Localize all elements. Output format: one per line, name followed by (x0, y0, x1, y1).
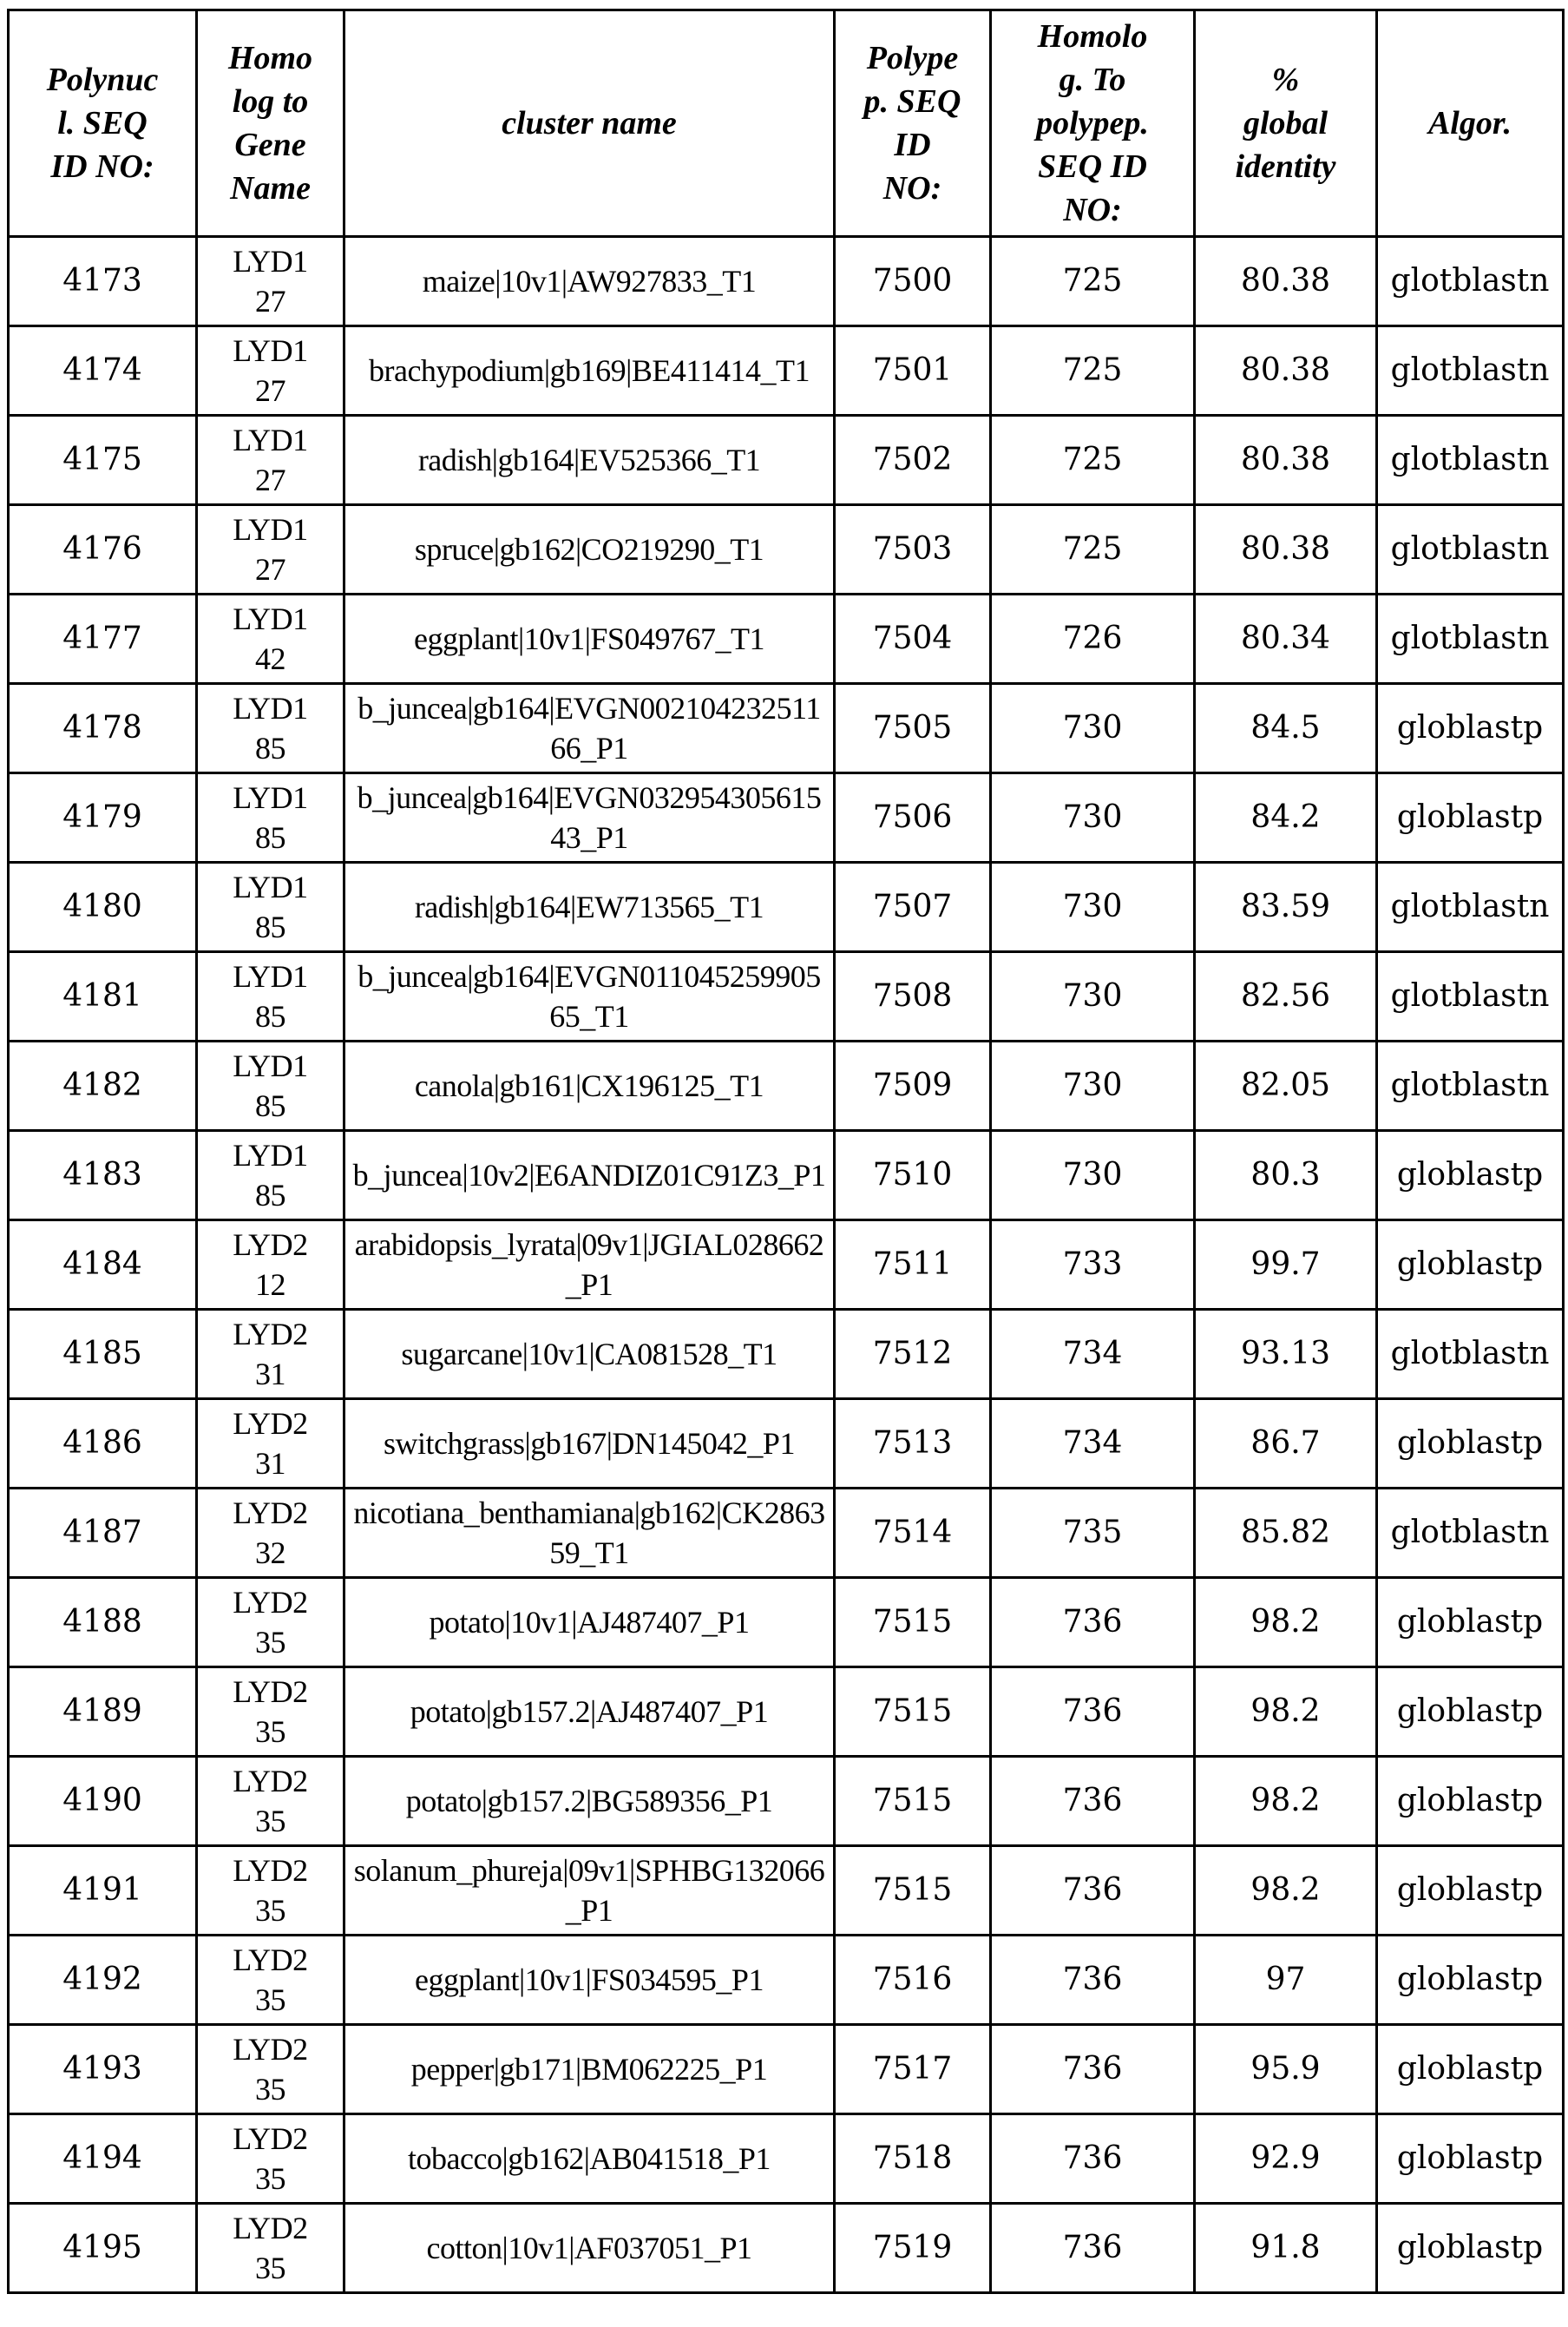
cell-gene-name: LYD2 35 (197, 1757, 344, 1846)
cell-algorithm: globlastp (1377, 1578, 1564, 1667)
cell-gene-name: LYD2 35 (197, 1578, 344, 1667)
cell-homolog-polypep-id: 730 (991, 684, 1195, 773)
cell-polypep-seq-id: 7515 (835, 1578, 991, 1667)
cell-gene-name: LYD1 27 (197, 326, 344, 416)
header-algorithm: Algor. (1377, 10, 1564, 237)
cell-gene-name: LYD2 35 (197, 2204, 344, 2293)
cell-global-identity: 85.82 (1195, 1489, 1377, 1578)
cell-global-identity: 80.34 (1195, 595, 1377, 684)
table-body (9, 237, 1564, 2293)
cell-polynuc-seq-id: 4179 (9, 773, 197, 863)
cell-global-identity: 84.2 (1195, 773, 1377, 863)
cell-homolog-polypep-id: 730 (991, 773, 1195, 863)
cell-homolog-polypep-id: 726 (991, 595, 1195, 684)
cell-algorithm: glotblastn (1377, 505, 1564, 595)
table-row (9, 1042, 1564, 1131)
cell-cluster-name: b_juncea|gb164|EVGN03295430561543_P1 (344, 773, 835, 863)
table-row (9, 237, 1564, 326)
table-row (9, 1489, 1564, 1578)
cell-cluster-name: canola|gb161|CX196125_T1 (344, 1042, 835, 1131)
table-row (9, 2204, 1564, 2293)
cell-homolog-polypep-id: 725 (991, 237, 1195, 326)
table-row (9, 505, 1564, 595)
cell-global-identity: 97 (1195, 1936, 1377, 2025)
cell-homolog-polypep-id: 733 (991, 1220, 1195, 1310)
cell-global-identity: 92.9 (1195, 2114, 1377, 2204)
cell-homolog-polypep-id: 736 (991, 2204, 1195, 2293)
cell-polypep-seq-id: 7510 (835, 1131, 991, 1220)
table-row (9, 2025, 1564, 2114)
cell-polypep-seq-id: 7503 (835, 505, 991, 595)
cell-cluster-name: b_juncea|10v2|E6ANDIZ01C91Z3_P1 (344, 1131, 835, 1220)
cell-gene-name: LYD2 35 (197, 1936, 344, 2025)
cell-gene-name: LYD1 27 (197, 416, 344, 505)
cell-cluster-name: cotton|10v1|AF037051_P1 (344, 2204, 835, 2293)
cell-homolog-polypep-id: 736 (991, 1936, 1195, 2025)
table-row (9, 952, 1564, 1042)
cell-polypep-seq-id: 7517 (835, 2025, 991, 2114)
table-row (9, 863, 1564, 952)
cell-gene-name: LYD1 85 (197, 684, 344, 773)
cell-polynuc-seq-id: 4190 (9, 1757, 197, 1846)
cell-polypep-seq-id: 7500 (835, 237, 991, 326)
cell-global-identity: 84.5 (1195, 684, 1377, 773)
cell-global-identity: 82.05 (1195, 1042, 1377, 1131)
table-row (9, 326, 1564, 416)
cell-polynuc-seq-id: 4178 (9, 684, 197, 773)
header-row (9, 10, 1564, 237)
cell-gene-name: LYD1 27 (197, 237, 344, 326)
cell-gene-name: LYD2 35 (197, 1667, 344, 1757)
cell-algorithm: globlastp (1377, 1846, 1564, 1936)
cell-algorithm: glotblastn (1377, 1489, 1564, 1578)
cell-cluster-name: eggplant|10v1|FS049767_T1 (344, 595, 835, 684)
cell-gene-name: LYD2 31 (197, 1399, 344, 1489)
cell-homolog-polypep-id: 730 (991, 1131, 1195, 1220)
cell-cluster-name: pepper|gb171|BM062225_P1 (344, 2025, 835, 2114)
cell-homolog-polypep-id: 736 (991, 1846, 1195, 1936)
header-homolog-gene-name: Homo log to Gene Name (197, 10, 344, 237)
cell-polynuc-seq-id: 4186 (9, 1399, 197, 1489)
cell-polynuc-seq-id: 4175 (9, 416, 197, 505)
cell-algorithm: globlastp (1377, 1936, 1564, 2025)
cell-polynuc-seq-id: 4192 (9, 1936, 197, 2025)
cell-gene-name: LYD2 32 (197, 1489, 344, 1578)
table-row (9, 1667, 1564, 1757)
cell-polypep-seq-id: 7518 (835, 2114, 991, 2204)
cell-polynuc-seq-id: 4174 (9, 326, 197, 416)
homolog-table (7, 9, 1565, 2294)
cell-global-identity: 86.7 (1195, 1399, 1377, 1489)
cell-homolog-polypep-id: 730 (991, 952, 1195, 1042)
cell-gene-name: LYD2 31 (197, 1310, 344, 1399)
cell-polynuc-seq-id: 4182 (9, 1042, 197, 1131)
cell-algorithm: globlastp (1377, 1131, 1564, 1220)
cell-cluster-name: eggplant|10v1|FS034595_P1 (344, 1936, 835, 2025)
cell-global-identity: 99.7 (1195, 1220, 1377, 1310)
cell-gene-name: LYD1 85 (197, 1042, 344, 1131)
header-cluster-name: cluster name (344, 10, 835, 237)
cell-cluster-name: radish|gb164|EW713565_T1 (344, 863, 835, 952)
cell-global-identity: 83.59 (1195, 863, 1377, 952)
cell-polynuc-seq-id: 4185 (9, 1310, 197, 1399)
cell-cluster-name: nicotiana_benthamiana|gb162|CK286359_T1 (344, 1489, 835, 1578)
table-row (9, 1578, 1564, 1667)
cell-cluster-name: maize|10v1|AW927833_T1 (344, 237, 835, 326)
cell-homolog-polypep-id: 730 (991, 1042, 1195, 1131)
cell-algorithm: globlastp (1377, 1667, 1564, 1757)
cell-gene-name: LYD1 85 (197, 863, 344, 952)
cell-polynuc-seq-id: 4195 (9, 2204, 197, 2293)
cell-global-identity: 82.56 (1195, 952, 1377, 1042)
cell-global-identity: 98.2 (1195, 1846, 1377, 1936)
cell-polypep-seq-id: 7509 (835, 1042, 991, 1131)
cell-polypep-seq-id: 7515 (835, 1757, 991, 1846)
cell-global-identity: 93.13 (1195, 1310, 1377, 1399)
cell-global-identity: 98.2 (1195, 1757, 1377, 1846)
cell-cluster-name: solanum_phureja|09v1|SPHBG132066_P1 (344, 1846, 835, 1936)
table-row (9, 1846, 1564, 1936)
cell-algorithm: globlastp (1377, 2204, 1564, 2293)
cell-cluster-name: brachypodium|gb169|BE411414_T1 (344, 326, 835, 416)
cell-homolog-polypep-id: 734 (991, 1399, 1195, 1489)
cell-polypep-seq-id: 7516 (835, 1936, 991, 2025)
cell-cluster-name: potato|gb157.2|AJ487407_P1 (344, 1667, 835, 1757)
table-row (9, 1131, 1564, 1220)
cell-algorithm: glotblastn (1377, 1042, 1564, 1131)
table-row (9, 1936, 1564, 2025)
cell-cluster-name: tobacco|gb162|AB041518_P1 (344, 2114, 835, 2204)
cell-cluster-name: radish|gb164|EV525366_T1 (344, 416, 835, 505)
cell-cluster-name: switchgrass|gb167|DN145042_P1 (344, 1399, 835, 1489)
cell-algorithm: glotblastn (1377, 952, 1564, 1042)
cell-global-identity: 98.2 (1195, 1667, 1377, 1757)
cell-algorithm: glotblastn (1377, 237, 1564, 326)
cell-cluster-name: spruce|gb162|CO219290_T1 (344, 505, 835, 595)
cell-cluster-name: sugarcane|10v1|CA081528_T1 (344, 1310, 835, 1399)
cell-gene-name: LYD2 12 (197, 1220, 344, 1310)
cell-algorithm: glotblastn (1377, 595, 1564, 684)
cell-algorithm: globlastp (1377, 2114, 1564, 2204)
cell-gene-name: LYD2 35 (197, 1846, 344, 1936)
header-global-identity: % global identity (1195, 10, 1377, 237)
cell-cluster-name: b_juncea|gb164|EVGN01104525990565_T1 (344, 952, 835, 1042)
cell-algorithm: glotblastn (1377, 326, 1564, 416)
cell-gene-name: LYD1 85 (197, 1131, 344, 1220)
cell-homolog-polypep-id: 736 (991, 1757, 1195, 1846)
cell-polypep-seq-id: 7514 (835, 1489, 991, 1578)
cell-polypep-seq-id: 7507 (835, 863, 991, 952)
cell-polynuc-seq-id: 4173 (9, 237, 197, 326)
cell-global-identity: 80.38 (1195, 326, 1377, 416)
cell-polynuc-seq-id: 4177 (9, 595, 197, 684)
table-row (9, 416, 1564, 505)
cell-polypep-seq-id: 7519 (835, 2204, 991, 2293)
cell-global-identity: 95.9 (1195, 2025, 1377, 2114)
cell-homolog-polypep-id: 730 (991, 863, 1195, 952)
header-polypep-seq-id: Polype p. SEQ ID NO: (835, 10, 991, 237)
table-row (9, 1399, 1564, 1489)
cell-polypep-seq-id: 7513 (835, 1399, 991, 1489)
cell-polynuc-seq-id: 4183 (9, 1131, 197, 1220)
cell-cluster-name: arabidopsis_lyrata|09v1|JGIAL028662_P1 (344, 1220, 835, 1310)
cell-global-identity: 80.38 (1195, 505, 1377, 595)
cell-algorithm: glotblastn (1377, 416, 1564, 505)
cell-gene-name: LYD1 85 (197, 773, 344, 863)
header-homolog-polypep-seq-id: Homolo g. To polypep. SEQ ID NO: (991, 10, 1195, 237)
cell-polynuc-seq-id: 4191 (9, 1846, 197, 1936)
cell-homolog-polypep-id: 725 (991, 416, 1195, 505)
cell-polynuc-seq-id: 4181 (9, 952, 197, 1042)
table-row (9, 1220, 1564, 1310)
cell-polypep-seq-id: 7512 (835, 1310, 991, 1399)
cell-polynuc-seq-id: 4176 (9, 505, 197, 595)
cell-global-identity: 91.8 (1195, 2204, 1377, 2293)
cell-polynuc-seq-id: 4189 (9, 1667, 197, 1757)
cell-polypep-seq-id: 7508 (835, 952, 991, 1042)
cell-gene-name: LYD1 42 (197, 595, 344, 684)
table-row (9, 2114, 1564, 2204)
cell-polypep-seq-id: 7515 (835, 1846, 991, 1936)
cell-algorithm: globlastp (1377, 773, 1564, 863)
cell-polypep-seq-id: 7506 (835, 773, 991, 863)
cell-polynuc-seq-id: 4188 (9, 1578, 197, 1667)
cell-cluster-name: potato|10v1|AJ487407_P1 (344, 1578, 835, 1667)
cell-algorithm: globlastp (1377, 2025, 1564, 2114)
cell-algorithm: globlastp (1377, 1757, 1564, 1846)
cell-homolog-polypep-id: 725 (991, 326, 1195, 416)
table-row (9, 1757, 1564, 1846)
cell-global-identity: 98.2 (1195, 1578, 1377, 1667)
cell-homolog-polypep-id: 734 (991, 1310, 1195, 1399)
cell-algorithm: globlastp (1377, 684, 1564, 773)
table-row (9, 1310, 1564, 1399)
cell-homolog-polypep-id: 736 (991, 2114, 1195, 2204)
cell-polypep-seq-id: 7515 (835, 1667, 991, 1757)
cell-polypep-seq-id: 7502 (835, 416, 991, 505)
cell-algorithm: globlastp (1377, 1220, 1564, 1310)
header-polynuc-seq-id: Polynuc l. SEQ ID NO: (9, 10, 197, 237)
cell-polypep-seq-id: 7501 (835, 326, 991, 416)
cell-gene-name: LYD2 35 (197, 2114, 344, 2204)
cell-algorithm: glotblastn (1377, 1310, 1564, 1399)
cell-polynuc-seq-id: 4184 (9, 1220, 197, 1310)
cell-polypep-seq-id: 7511 (835, 1220, 991, 1310)
cell-gene-name: LYD1 27 (197, 505, 344, 595)
cell-homolog-polypep-id: 736 (991, 1667, 1195, 1757)
table-row (9, 595, 1564, 684)
cell-homolog-polypep-id: 736 (991, 1578, 1195, 1667)
table-row (9, 773, 1564, 863)
cell-gene-name: LYD2 35 (197, 2025, 344, 2114)
table-row (9, 684, 1564, 773)
cell-polypep-seq-id: 7505 (835, 684, 991, 773)
cell-global-identity: 80.3 (1195, 1131, 1377, 1220)
cell-global-identity: 80.38 (1195, 416, 1377, 505)
cell-cluster-name: potato|gb157.2|BG589356_P1 (344, 1757, 835, 1846)
cell-global-identity: 80.38 (1195, 237, 1377, 326)
cell-homolog-polypep-id: 735 (991, 1489, 1195, 1578)
cell-homolog-polypep-id: 736 (991, 2025, 1195, 2114)
cell-polynuc-seq-id: 4180 (9, 863, 197, 952)
cell-cluster-name: b_juncea|gb164|EVGN00210423251166_P1 (344, 684, 835, 773)
cell-algorithm: glotblastn (1377, 863, 1564, 952)
table-header (9, 10, 1564, 237)
cell-algorithm: globlastp (1377, 1399, 1564, 1489)
cell-gene-name: LYD1 85 (197, 952, 344, 1042)
cell-homolog-polypep-id: 725 (991, 505, 1195, 595)
cell-polynuc-seq-id: 4193 (9, 2025, 197, 2114)
cell-polynuc-seq-id: 4187 (9, 1489, 197, 1578)
cell-polynuc-seq-id: 4194 (9, 2114, 197, 2204)
cell-polypep-seq-id: 7504 (835, 595, 991, 684)
